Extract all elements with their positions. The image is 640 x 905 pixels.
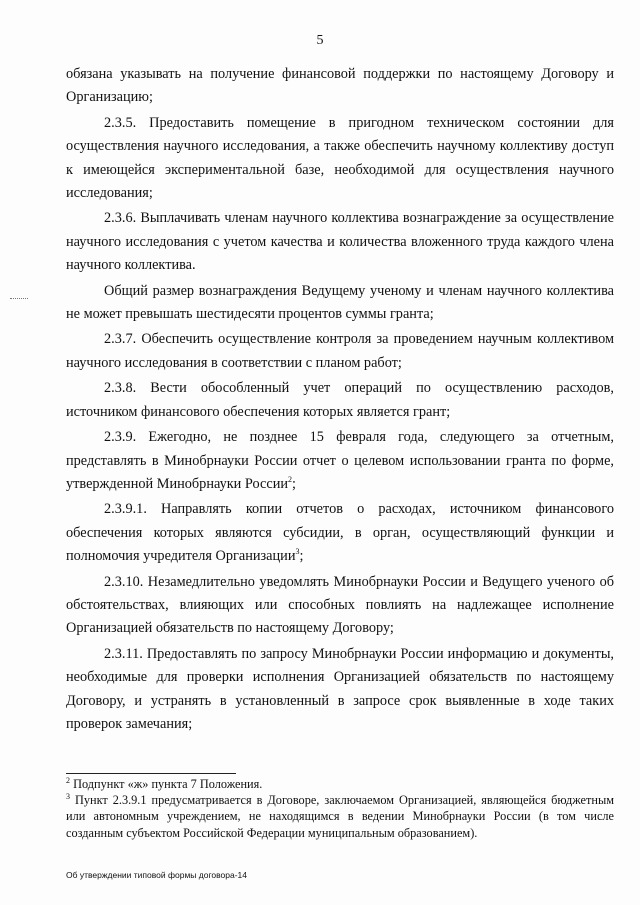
paragraph-remuneration-limit: Общий размер вознаграждения Ведущему ученому и членам научного коллектива не может превышать шестидесяти процентов суммы гранта;	[66, 282, 614, 323]
footnote-mark: 2	[66, 775, 70, 785]
paragraph-text: 2.3.9. Ежегодно, не позднее 15 февраля года, следующего за отчетным, представлять в Минобрнауки России отчет о целевом использовании гранта по форме, утвержденной Минобрнауки России	[66, 429, 614, 492]
paragraph-2-3-9	[66, 426, 614, 496]
footnote-3	[66, 792, 614, 841]
paragraph-2-3-8: 2.3.8. Вести обособленный учет операций по осуществлению расходов, источником финансового обеспечения которых является грант;	[66, 380, 614, 420]
footnote-text: Подпункт «ж» пункта 7 Положения.	[70, 777, 263, 791]
page-number: 5	[316, 33, 324, 48]
paragraph-end: ;	[299, 548, 304, 565]
footnote-ref-3[interactable]: 3	[295, 547, 300, 557]
footnote-text: Пункт 2.3.9.1 предусматривается в Договоре, заключаемом Организацией, являющейся бюджетным или автономным учреждением, не находящимся в ведении Минобрнауки России (в том числе созданным субъектом Российской Федерации муниципальным образованием).	[66, 793, 614, 840]
paragraph-2-3-9-1	[66, 498, 614, 568]
paragraph-2-3-7: 2.3.7. Обеспечить осуществление контроля за проведением научным коллективом научного исследования в соответствии с планом работ;	[66, 331, 614, 371]
paragraph-continuation: обязана указывать на получение финансовой поддержки по настоящему Договору и Организацию;	[66, 66, 614, 106]
paragraph-end: ;	[292, 475, 296, 492]
footnote-mark: 3	[66, 792, 70, 802]
footnote-ref-2[interactable]: 2	[288, 475, 292, 485]
footnotes	[66, 776, 614, 841]
page-footer: Об утверждении типовой формы договора-14	[66, 870, 247, 880]
paragraph-text: 2.3.9.1. Направлять копии отчетов о расходах, источником финансового обеспечения которых являются субсидии, в орган, осуществляющий функции и полномочия учредителя Организации	[66, 501, 614, 565]
paragraph-2-3-6: 2.3.6. Выплачивать членам научного коллектива вознаграждение за осуществление научного исследования с учетом качества и количества вложенного труда каждого члена научного коллектива.	[66, 210, 614, 274]
footnote-separator	[66, 773, 236, 774]
document-body	[66, 63, 614, 736]
scan-margin-mark	[10, 298, 28, 300]
paragraph-2-3-5: 2.3.5. Предоставить помещение в пригодном техническом состоянии для осуществления научного исследования, а также обеспечить научному коллективу доступ к имеющейся экспериментальной базе, необходимой для осуществления научного исследования;	[66, 114, 614, 202]
paragraph-2-3-10: 2.3.10. Незамедлительно уведомлять Минобрнауки России и Ведущего ученого об обстоятельствах, влияющих или способных повлиять на надлежащее исполнение Организацией обязательств по настоящему Договору;	[66, 573, 614, 637]
footnote-2	[66, 776, 614, 792]
paragraph-2-3-11: 2.3.11. Предоставлять по запросу Минобрнауки России информацию и документы, необходимые для проверки исполнения Организацией обязательств по настоящему Договору, и устранять в установленный в запросе срок выявленные в ходе таких проверок замечания;	[66, 645, 614, 732]
